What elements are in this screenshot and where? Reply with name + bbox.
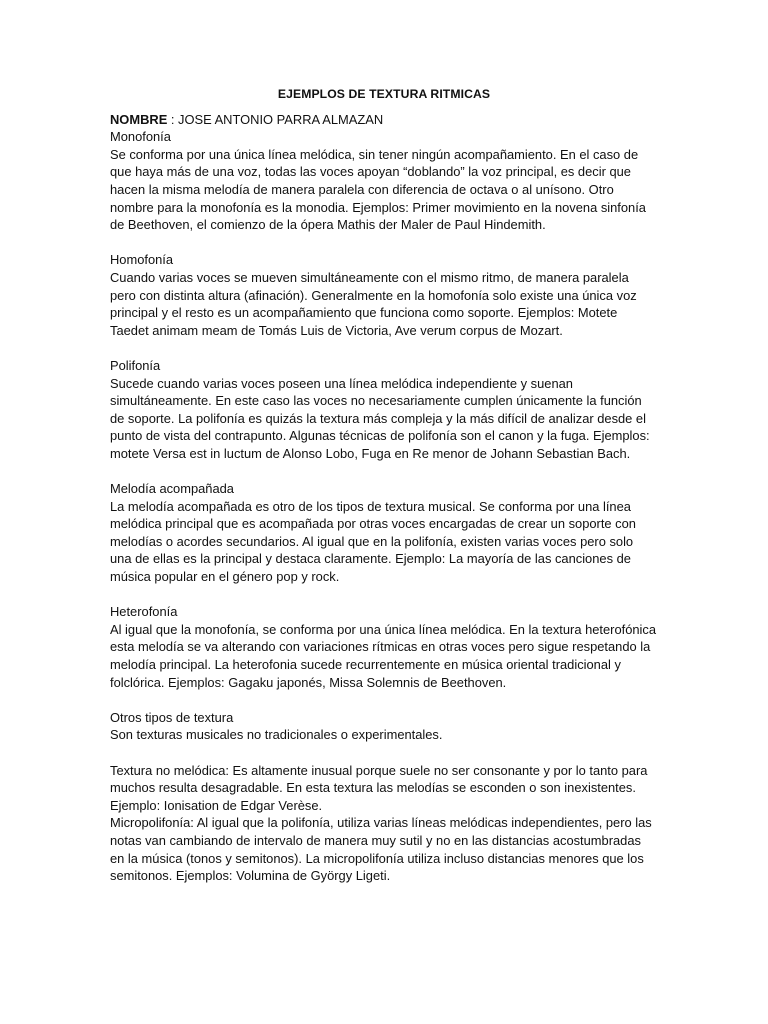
document-body <box>110 86 658 885</box>
document-title: EJEMPLOS DE TEXTURA RITMICAS <box>277 87 491 101</box>
section-heading: Melodía acompañada <box>110 481 234 497</box>
section-polifonia <box>110 357 658 463</box>
section-body: Son texturas musicales no tradicionales o experimentales. <box>110 727 443 743</box>
section-body: Al igual que la monofonía, se conforma por una única línea melódica. En la textura heterofónica esta melodía se va alterando con variaciones rítmicas en otras voces pero sigue respetando la melodía principal. La heterofonia sucede recurrentemente en música oriental tradicional y folclórica. Ejemplos: Gagaku japonés, Missa Solemnis de Beethoven. <box>110 621 657 690</box>
section-otros-tipos <box>110 709 658 744</box>
section-heading: Heterofonía <box>110 604 178 620</box>
section-heading: Polifonía <box>110 357 161 373</box>
section-melodia-acompanada <box>110 480 658 586</box>
name-value: : JOSE ANTONIO PARRA ALMAZAN <box>167 111 384 127</box>
section-heading: Homofonía <box>110 252 174 268</box>
section-body: La melodía acompañada es otro de los tipos de textura musical. Se conforma por una línea melódica principal que es acompañada por otras voces encargadas de crear un soporte con melodías o acordes secundarios. Al igual que en la polifonía, existen varias voces pero solo una de ellas es la principal y destaca claramente. Ejemplo: La mayoría de las canciones de música popular en el género pop y rock. <box>110 498 636 585</box>
section-body: Cuando varias voces se mueven simultáneamente con el mismo ritmo, de manera paralela pero con distinta altura (afinación). Generalmente en la homofonía solo existe una única voz principal y el resto es un acompañamiento que funciona como soporte. Ejemplos: Motete Taedet animam meam de Tomás Luis de Victoria, Ave verum corpus de Mozart. <box>110 269 637 338</box>
micropolifonia-paragraph: Micropolifonía: Al igual que la polifonía, utiliza varias líneas melódicas independientes, pero las notas van cambiando de intervalo de manera muy sutil y no en las distancias acostumbradas en la música (tonos y semitonos). La micropolifonía utiliza incluso distancias menores que los semitonos. Ejemplos: Volumina de György Ligeti. <box>110 815 652 884</box>
section-heading: Otros tipos de textura <box>110 709 234 725</box>
student-name-line <box>110 111 658 129</box>
section-body: Se conforma por una única línea melódica, sin tener ningún acompañamiento. En el caso de que haya más de una voz, todas las voces apoyan “doblando” la voz principal, es decir que hacen la misma melodía de manera paralela con diferencia de octava o al unísono. Otro nombre para la monofonía es la monodia. Ejemplos: Primer movimiento en la novena sinfonía de Beethoven, el comienzo de la ópera Mathis der Maler de Paul Hindemith. <box>110 146 646 233</box>
textura-no-melodica-paragraph: Textura no melódica: Es altamente inusual porque suele no ser consonante y por lo tanto para muchos resulta desagradable. En esta textura las melodías se esconden o son inexistentes. Ejemplo: Ionisation de Edgar Verèse. <box>110 762 648 813</box>
section-heading: Monofonía <box>110 129 171 145</box>
section-monofonia <box>110 128 658 234</box>
section-heterofonia <box>110 603 658 691</box>
section-other-textures-list <box>110 762 658 885</box>
section-homofonia <box>110 251 658 339</box>
name-label: NOMBRE <box>110 111 168 127</box>
section-body: Sucede cuando varias voces poseen una línea melódica independiente y suenan simultáneamente. En este caso las voces no necesariamente cumplen únicamente la función de soporte. La polifonía es quizás la textura más compleja y la más difícil de analizar desde el punto de vista del contrapunto. Algunas técnicas de polifonía son el canon y la fuga. Ejemplos: motete Versa est in luctum de Alonso Lobo, Fuga en Re menor de Johann Sebastian Bach. <box>110 375 650 461</box>
